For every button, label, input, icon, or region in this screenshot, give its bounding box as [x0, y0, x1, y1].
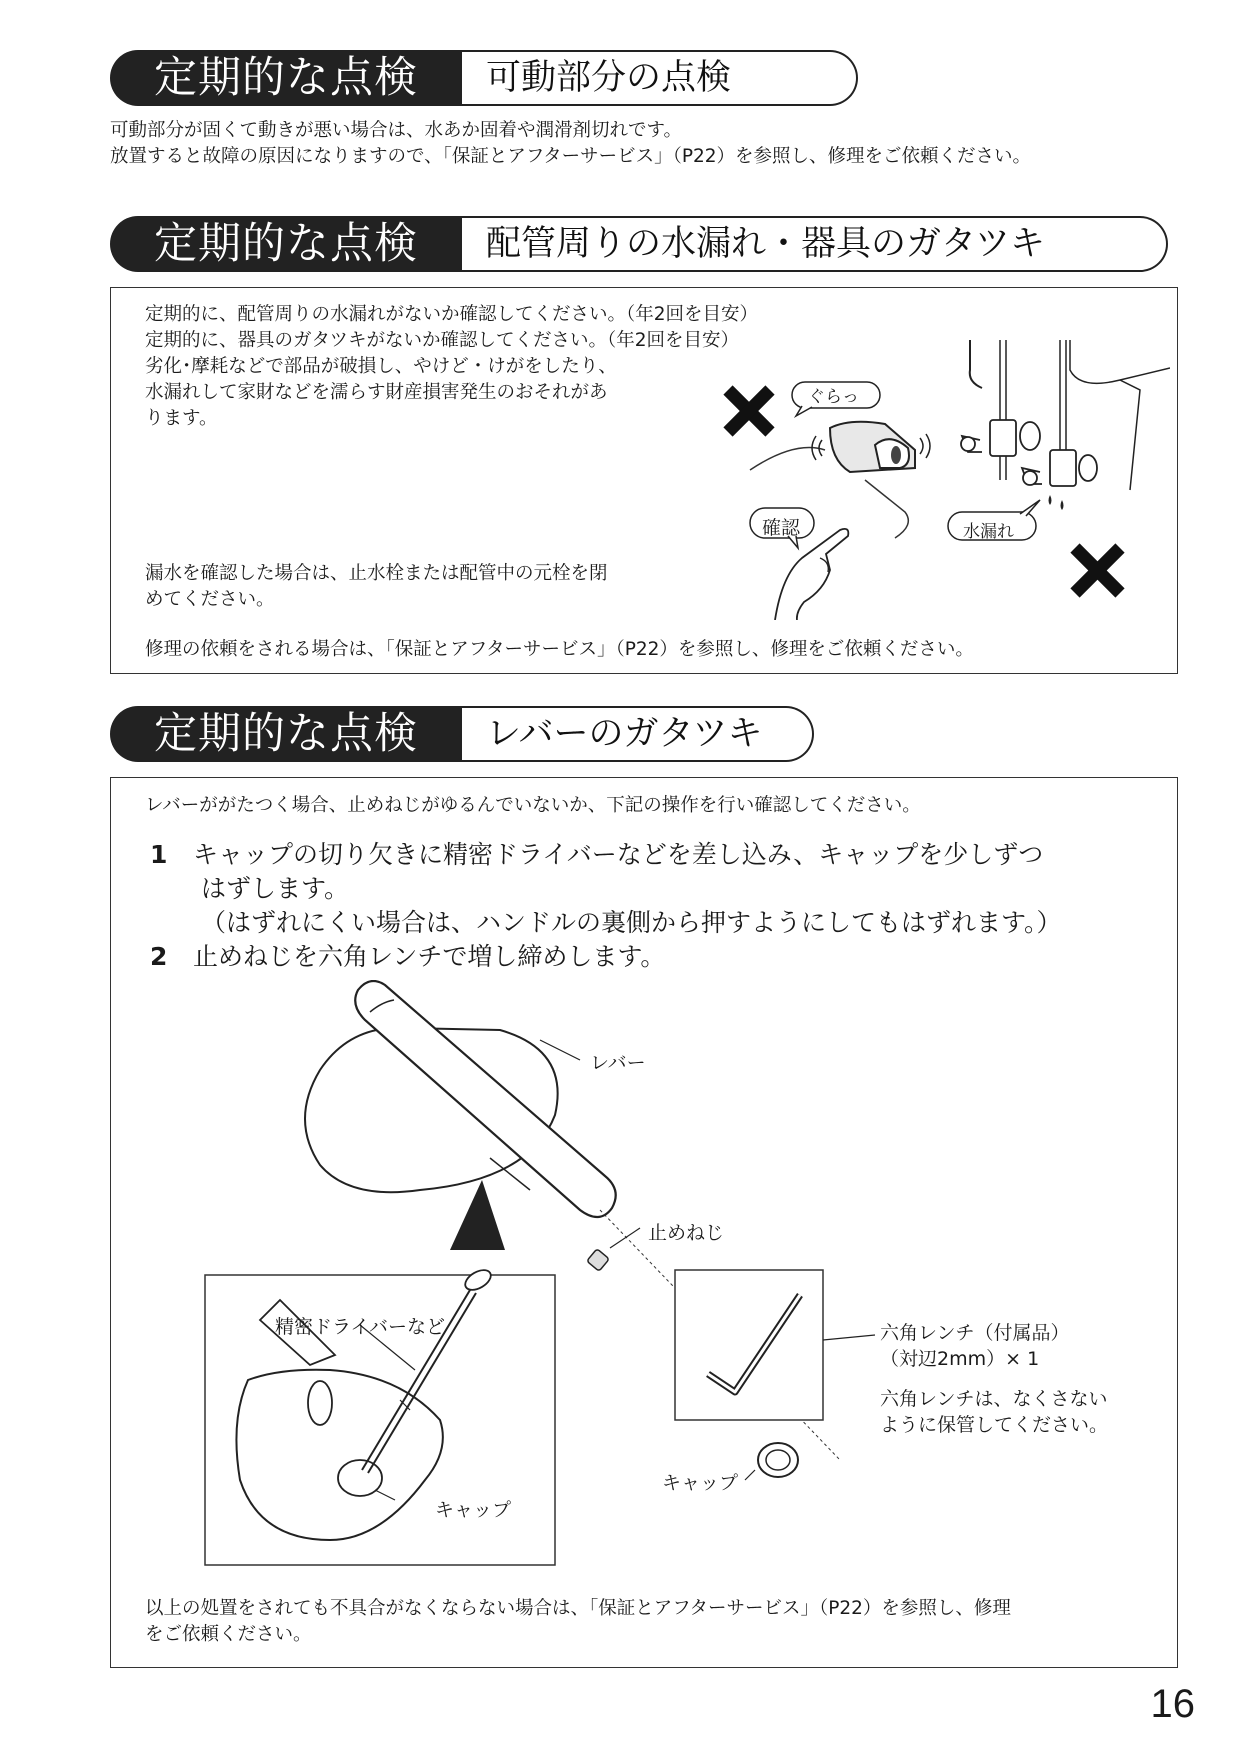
body-line: 可動部分が固くて動きが悪い場合は、水あか固着や潤滑剤切れです。	[110, 120, 683, 141]
body-line: ります。	[145, 408, 218, 429]
body-line: 劣化･摩耗などで部品が破損し、やけど・けがをしたり、	[145, 356, 617, 377]
wrong-x-icon	[728, 390, 770, 432]
label-hex-wrench: 六角レンチ（付属品）	[880, 1322, 1070, 1344]
label-keep-note: 六角レンチは、なくさない	[880, 1388, 1108, 1410]
label-lever: レバー	[590, 1052, 646, 1074]
body-line: 定期的に、配管周りの水漏れがないか確認してください。（年2回を目安）	[145, 304, 759, 325]
bubble-wobble-text: ぐらっ	[808, 387, 859, 407]
label-hex-size: （対辺2mm）× 1	[880, 1348, 1040, 1370]
footer-line: をご依頼ください。	[145, 1624, 312, 1645]
label-driver: 精密ドライバーなど	[275, 1316, 446, 1338]
stop-note-line: 漏水を確認した場合は、止水栓または配管中の元栓を閉	[145, 563, 608, 584]
section-subtitle: 配管周りの水漏れ・器具のガタツキ	[462, 216, 1168, 272]
body-line: 水漏れして家財などを濡らす財産損害発生のおそれがあ	[145, 382, 608, 403]
label-cap: キャップ	[662, 1472, 739, 1494]
label-keep-note: ように保管してください。	[880, 1414, 1109, 1436]
repair-note: 修理の依頼をされる場合は、「保証とアフターサービス」（P22）を参照し、修理をご依頼ください。	[145, 639, 974, 660]
section-title: 定期的な点検	[110, 706, 462, 762]
step-text: はずします。	[193, 874, 349, 903]
section-title: 定期的な点検	[110, 216, 462, 272]
wrong-x-icon	[1075, 548, 1120, 593]
plumbing-illustration	[700, 340, 1170, 620]
section-subtitle: レバーのガタツキ	[462, 706, 814, 762]
page-number: 16	[1150, 1682, 1195, 1726]
body-line: 定期的に、器具のガタツキがないか確認してください。（年2回を目安）	[145, 330, 739, 351]
body-line: 放置すると故障の原因になりますので、「保証とアフターサービス」（P22）を参照し、修理をご依頼ください。	[110, 146, 1032, 167]
footer-line: 以上の処置をされても不具合がなくならない場合は、「保証とアフターサービス」（P22）を参照し、修理	[145, 1598, 1011, 1619]
step-text: （はずれにくい場合は、ハンドルの裏側から押すようにしてもはずれます。）	[193, 908, 1062, 937]
section-subtitle: 可動部分の点検	[462, 50, 858, 106]
stop-note-line: めてください。	[145, 589, 275, 610]
step-number: 2	[150, 942, 168, 971]
step-text: キャップの切り欠きに精密ドライバーなどを差し込み、キャップを少しずつ	[193, 840, 1044, 869]
label-cap-inset: キャップ	[435, 1499, 512, 1521]
step-number: 1	[150, 840, 168, 869]
step-text: 止めねじを六角レンチで増し締めします。	[193, 942, 666, 971]
label-set-screw: 止めねじ	[648, 1222, 725, 1244]
bubble-leak-text: 水漏れ	[963, 522, 1014, 542]
bubble-check-text: 確認	[762, 517, 801, 539]
section-title: 定期的な点検	[110, 50, 462, 106]
lever-intro: レバーががたつく場合、止めねじがゆるんでいないか、下記の操作を行い確認してください。	[145, 795, 921, 816]
